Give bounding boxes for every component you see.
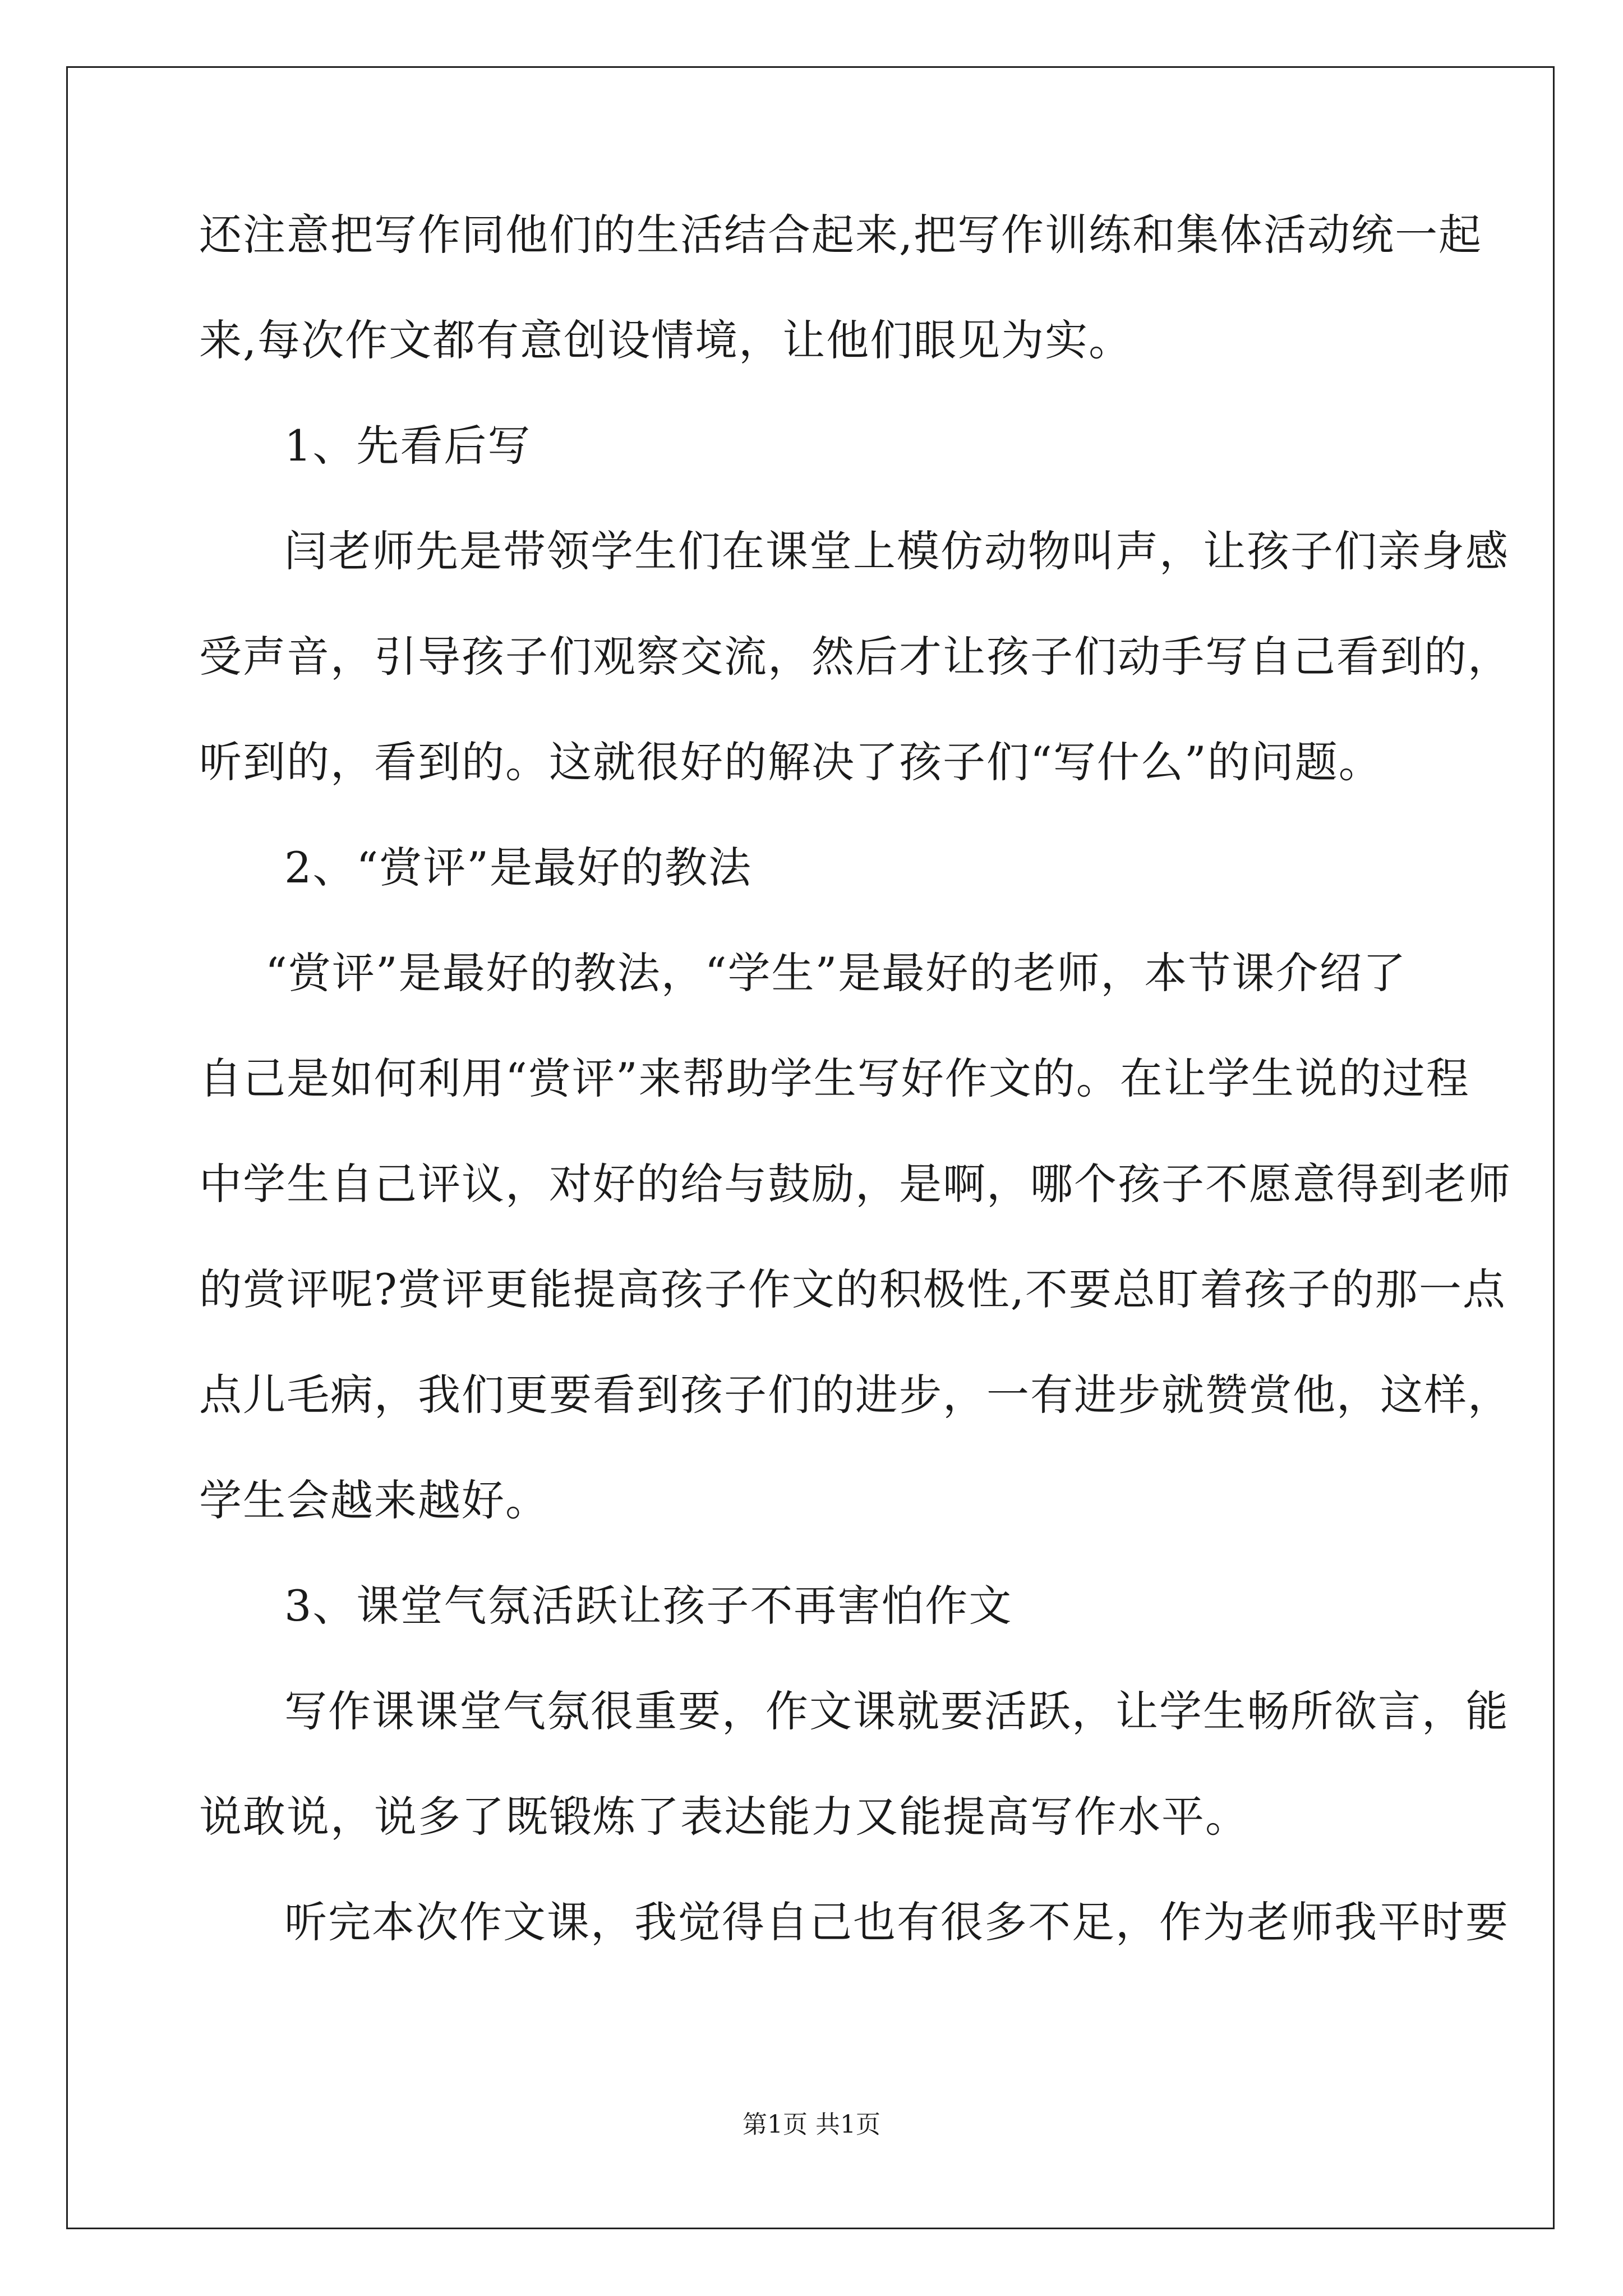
document-body (199, 209, 1511, 1949)
paragraph-line: 来,每次作文都有意创设情境，让他们眼见为实。 (199, 315, 1133, 365)
paragraph-line: 说敢说，说多了既锻炼了表达能力又能提高写作水平。 (199, 1792, 1249, 1842)
paragraph-line: 听完本次作文课，我觉得自己也有很多不足，作为老师我平时要 (284, 1897, 1509, 1947)
paragraph-line: 点儿毛病，我们更要看到孩子们的进步，一有进步就赞赏他，这样， (199, 1370, 1511, 1420)
paragraph-line: 的赏评呢?赏评更能提高孩子作文的积极性,不要总盯着孩子的那一点 (199, 1264, 1506, 1314)
section-heading: 2、“赏评”是最好的教法 (284, 843, 753, 892)
paragraph-line: 闫老师先是带领学生们在课堂上模仿动物叫声，让孩子们亲身感 (284, 526, 1509, 576)
paragraph-line: 受声音，引导孩子们观察交流，然后才让孩子们动手写自己看到的， (199, 632, 1511, 682)
section-heading: 3、课堂气氛活跃让孩子不再害怕作文 (284, 1581, 1013, 1631)
paragraph-line: 写作课课堂气氛很重要，作文课就要活跃，让学生畅所欲言，能 (284, 1686, 1509, 1736)
paragraph-line: 还注意把写作同他们的生活结合起来,把写作训练和集体活动统一起 (199, 210, 1483, 260)
paragraph-line: 听到的，看到的。这就很好的解决了孩子们“写什么”的问题。 (199, 737, 1382, 787)
paragraph-line: “赏评”是最好的教法，“学生”是最好的老师，本节课介绍了 (265, 948, 1407, 998)
paragraph-line: 中学生自己评议，对好的给与鼓励，是啊，哪个孩子不愿意得到老师 (199, 1159, 1511, 1209)
section-heading: 1、先看后写 (284, 421, 532, 471)
page-footer: 第1页 共1页 (743, 2110, 880, 2139)
paragraph-line: 自己是如何利用“赏评”来帮助学生写好作文的。在让学生说的过程 (199, 1053, 1470, 1103)
paragraph-line: 学生会越来越好。 (199, 1475, 549, 1525)
